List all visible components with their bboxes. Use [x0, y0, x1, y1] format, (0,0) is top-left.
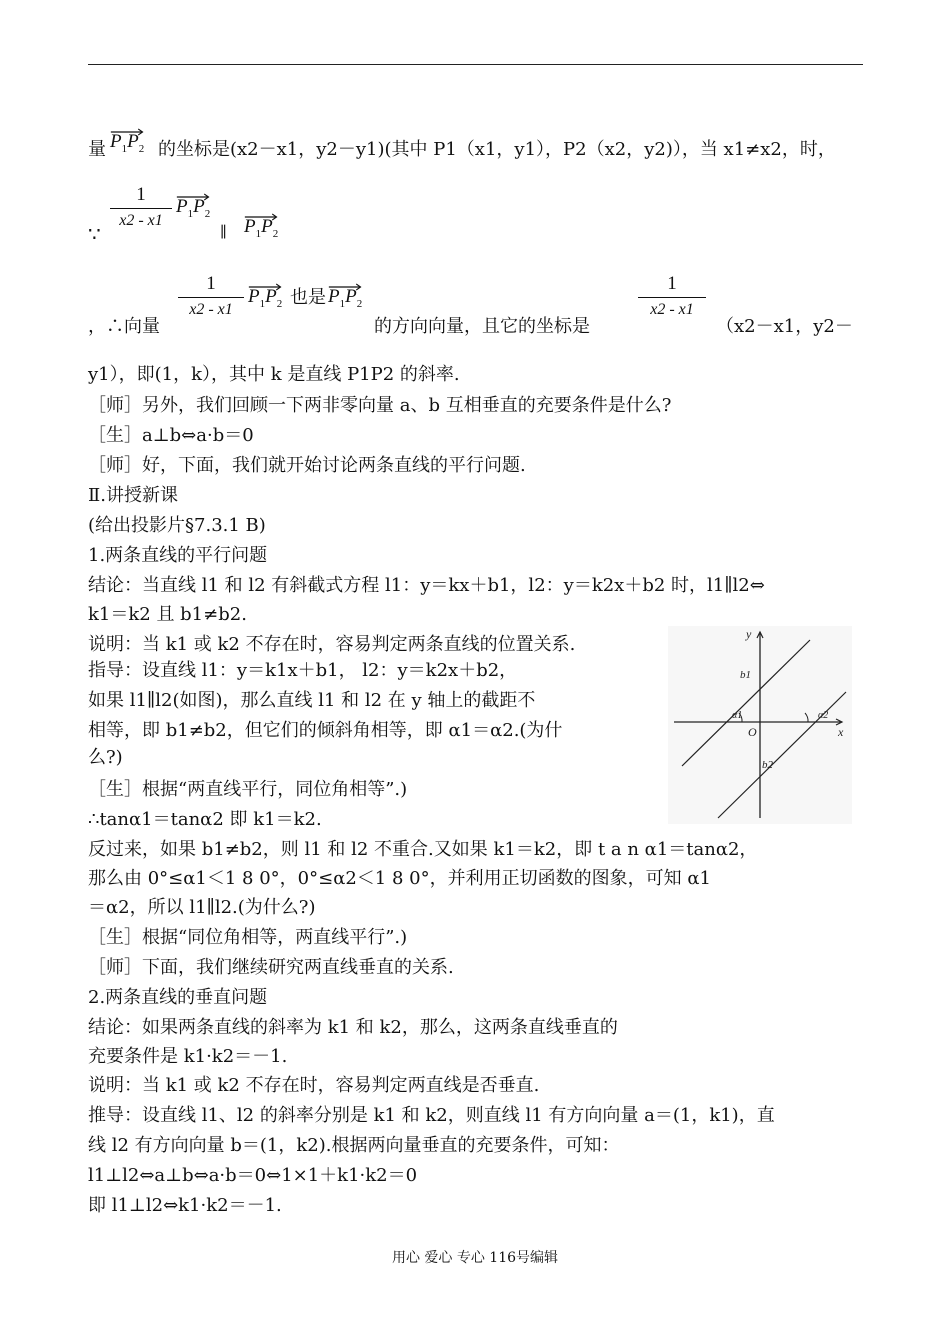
fraction-2: 1 x2 - x1 — [178, 273, 244, 320]
line-a-prefix: ，∴向量 — [88, 316, 160, 337]
text-line: ［生］a⊥b⇔a·b＝0 — [88, 425, 254, 446]
text-line: 结论：如果两条直线的斜率为 k1 和 k2，那么，这两条直线垂直的 — [88, 1017, 618, 1038]
alpha2-label: α2 — [818, 710, 829, 721]
line-a-suffix: （x2－x1，y2－ — [716, 316, 853, 337]
text-line: ［师］下面，我们继续研究两直线垂直的关系. — [88, 957, 454, 978]
origin-label: O — [748, 725, 757, 739]
text-line: ［生］根据“两直线平行，同位角相等”.) — [88, 779, 408, 800]
subsection-heading: 2.两条直线的垂直问题 — [88, 987, 268, 1008]
line-a-also: 也是 — [290, 287, 326, 308]
vector-p1p2-5: $P_1P_2$ — [328, 286, 363, 310]
b2-label: b2 — [762, 759, 773, 771]
line-a-middle: 的方向向量，且它的坐标是 — [374, 316, 590, 337]
intro-suffix: 的坐标是(x2－x1，y2－y1)(其中 P1（x1，y1），P2（x2，y2)），当 x1≠x2，时， — [158, 139, 836, 160]
text-line: 那么由 0°≤α1＜1 8 0°，0°≤α2＜1 8 0°，并利用正切函数的图象，可知 α1 — [88, 868, 711, 889]
parallel-symbol: ∥ — [220, 223, 227, 241]
vector-p1p2-4: $P_1P_2$ — [248, 286, 283, 310]
text-line: 说明：当 k1 或 k2 不存在时，容易判定两条直线的位置关系. — [88, 634, 576, 655]
fraction-1 — [110, 184, 172, 231]
fraction-3: 1 x2 - x1 — [638, 273, 706, 320]
parallel-lines-figure — [668, 626, 852, 824]
text-line: 充要条件是 k1·k2＝－1. — [88, 1046, 288, 1067]
text-line: 如果 l1∥l2(如图)，那么直线 l1 和 l2 在 y 轴上的截距不 — [88, 690, 536, 711]
because-symbol: ∵ — [88, 222, 101, 246]
header-rule — [88, 64, 863, 65]
subsection-heading: 1.两条直线的平行问题 — [88, 545, 268, 566]
text-line: 指导：设直线 l1：y＝k1x＋b1， l2：y＝k2x＋b2， — [88, 660, 518, 681]
text-line: 线 l2 有方向向量 b＝(1，k2).根据两向量垂直的充要条件，可知： — [88, 1135, 620, 1156]
text-line: 即 l1⊥l2⇔k1·k2＝－1. — [88, 1195, 282, 1216]
text-line: ＝α2，所以 l1∥l2.(为什么?) — [88, 897, 316, 918]
text-line: 结论：当直线 l1 和 l2 有斜截式方程 l1：y＝kx＋b1，l2：y＝k2x＋b2 时，l1∥l2⇔ — [88, 575, 765, 596]
text-line: l1⊥l2⇔a⊥b⇔a·b＝0⇔1×1＋k1·k2＝0 — [88, 1165, 418, 1186]
axis-y-label: y — [746, 627, 752, 641]
section-heading: Ⅱ.讲授新课 — [88, 485, 178, 506]
intro-prefix: 量 — [88, 139, 106, 160]
text-line: 相等，即 b1≠b2，但它们的倾斜角相等，即 α1＝α2.(为什 — [88, 720, 563, 741]
page-footer: 用心 爱心 专心 116号编辑 — [391, 1250, 559, 1266]
text-line: 反过来，如果 b1≠b2，则 l1 和 l2 不重合.又如果 k1＝k2，即 t a n α1＝tanα2， — [88, 839, 758, 860]
text-line: 推导：设直线 l1、l2 的斜率分别是 k1 和 k2，则直线 l1 有方向向量 a＝(1，k1)，直 — [88, 1105, 775, 1126]
text-line: 么?) — [88, 747, 123, 768]
fraction-denominator: x2 - x1 — [119, 212, 163, 229]
text-line: ∴tanα1＝tanα2 即 k1＝k2. — [88, 809, 322, 830]
b1-label: b1 — [740, 669, 751, 681]
text-line: 说明：当 k1 或 k2 不存在时，容易判定两直线是否垂直. — [88, 1075, 540, 1096]
text-line: ［师］好，下面，我们就开始讨论两条直线的平行问题. — [88, 455, 526, 476]
axis-x-label: x — [838, 725, 844, 739]
text-line: (给出投影片§7.3.1 B) — [88, 515, 266, 536]
text-line: y1），即(1，k），其中 k 是直线 P1P2 的斜率. — [88, 364, 460, 385]
alpha1-label: α1 — [732, 710, 743, 721]
fraction-numerator: 1 — [136, 184, 146, 205]
text-line: ［生］根据“同位角相等，两直线平行”.) — [88, 927, 408, 948]
vector-p1p2: $P_1P_2$ — [110, 131, 145, 155]
vector-p1p2-3: $P_1P_2$ — [244, 216, 279, 240]
text-line: k1＝k2 且 b1≠b2. — [88, 604, 247, 625]
text-line: ［师］另外，我们回顾一下两非零向量 a、b 互相垂直的充要条件是什么? — [88, 395, 672, 416]
vector-p1p2-2: $P_1P_2$ — [176, 196, 211, 220]
